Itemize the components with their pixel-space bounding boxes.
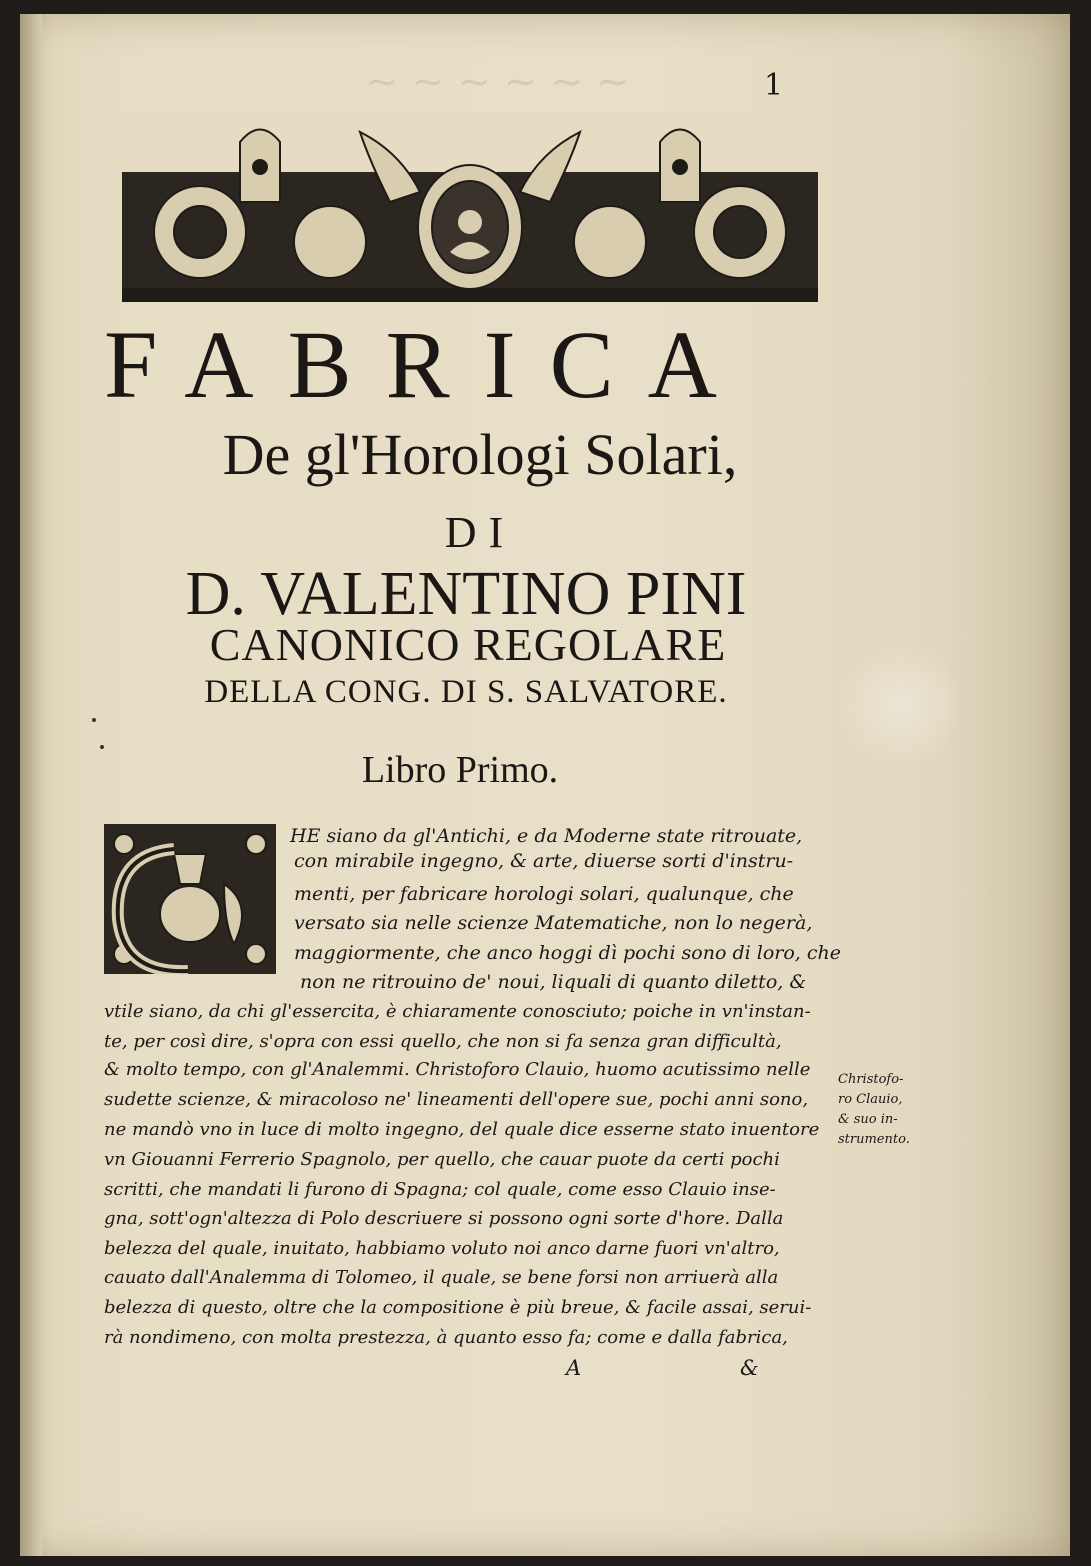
body-line: scritti, che mandati li furono di Spagna; col quale, come esso Clauio inse- bbox=[104, 1179, 776, 1200]
body-line: rà nondimeno, con molta prestezza, à quanto esso fa; come e dalla fabrica, bbox=[104, 1327, 788, 1348]
ornamental-headpiece bbox=[120, 112, 820, 304]
body-line: te, per così dire, s'opra con essi quello, che non si fa senza gran difficultà, bbox=[104, 1031, 782, 1052]
marginal-note-line: & suo in- bbox=[838, 1112, 898, 1127]
book-title: Libro Primo. bbox=[361, 749, 559, 791]
body-line: sudette scienze, & miracoloso ne' lineamenti dell'opere sue, pochi anni sono, bbox=[104, 1089, 809, 1110]
show-through-text: ~ ~ ~ ~ ~ ~ bbox=[365, 59, 630, 105]
title-subtitle: De gl'Horologi Solari, bbox=[222, 422, 738, 487]
body-line: vtile siano, da chi gl'essercita, è chiaramente conosciuto; poiche in vn'instan- bbox=[104, 1001, 811, 1022]
body-line: con mirabile ingegno, & arte, diuerse sorti d'instru- bbox=[294, 850, 794, 872]
marginal-note-line: ro Clauio, bbox=[838, 1092, 903, 1107]
marginal-note-line: Christofo- bbox=[838, 1072, 904, 1087]
body-line: belezza di questo, oltre che la compositione è più breue, & facile assai, serui- bbox=[104, 1297, 812, 1318]
body-line: menti, per fabricare horologi solari, qualunque, che bbox=[294, 883, 794, 905]
body-line: gna, sott'ogn'altezza di Polo descriuere si possono ogni sorte d'hore. Dalla bbox=[104, 1208, 784, 1229]
body-line: cauato dall'Analemma di Tolomeo, il quale, se bene forsi non arriuerà alla bbox=[104, 1267, 779, 1288]
page-number: 1 bbox=[764, 68, 784, 103]
body-line: maggiormente, che anco hoggi dì pochi sono di loro, che bbox=[294, 942, 841, 964]
body-line: & molto tempo, con gl'Analemmi. Christoforo Clauio, huomo acutissimo nelle bbox=[104, 1059, 811, 1080]
decorated-initial-c bbox=[104, 824, 276, 974]
author-name: D. VALENTINO PINI bbox=[185, 560, 747, 628]
body-line: versato sia nelle scienze Matematiche, non lo negerà, bbox=[294, 912, 813, 934]
author-office: CANONICO REGOLARE bbox=[209, 619, 727, 670]
page-gutter-edge bbox=[20, 14, 42, 1556]
speck bbox=[92, 718, 96, 722]
marginal-note bbox=[838, 1070, 918, 1150]
body-line: vn Giouanni Ferrerio Spagnolo, per quello, che cauar puote da certi pochi bbox=[104, 1149, 780, 1170]
marginal-note-line: strumento. bbox=[838, 1132, 910, 1147]
body-line: belezza del quale, inuitato, habbiamo voluto noi anco darne fuori vn'altro, bbox=[104, 1238, 780, 1259]
body-line: HE siano da gl'Antichi, e da Moderne state ritrouate, bbox=[290, 825, 803, 847]
body-line: ne mandò vno in luce di molto ingegno, del quale dice esserne stato inuentore bbox=[104, 1119, 820, 1140]
signature-mark: A bbox=[566, 1356, 582, 1380]
speck bbox=[100, 745, 104, 749]
title-fabrica: FABRICA bbox=[104, 311, 751, 418]
catchword: & bbox=[740, 1356, 759, 1380]
author-congregation: DELLA CONG. DI S. SALVATORE. bbox=[204, 674, 728, 710]
body-line: non ne ritrouino de' noui, liquali di quanto diletto, & bbox=[300, 971, 807, 993]
title-di: DI bbox=[444, 508, 516, 557]
